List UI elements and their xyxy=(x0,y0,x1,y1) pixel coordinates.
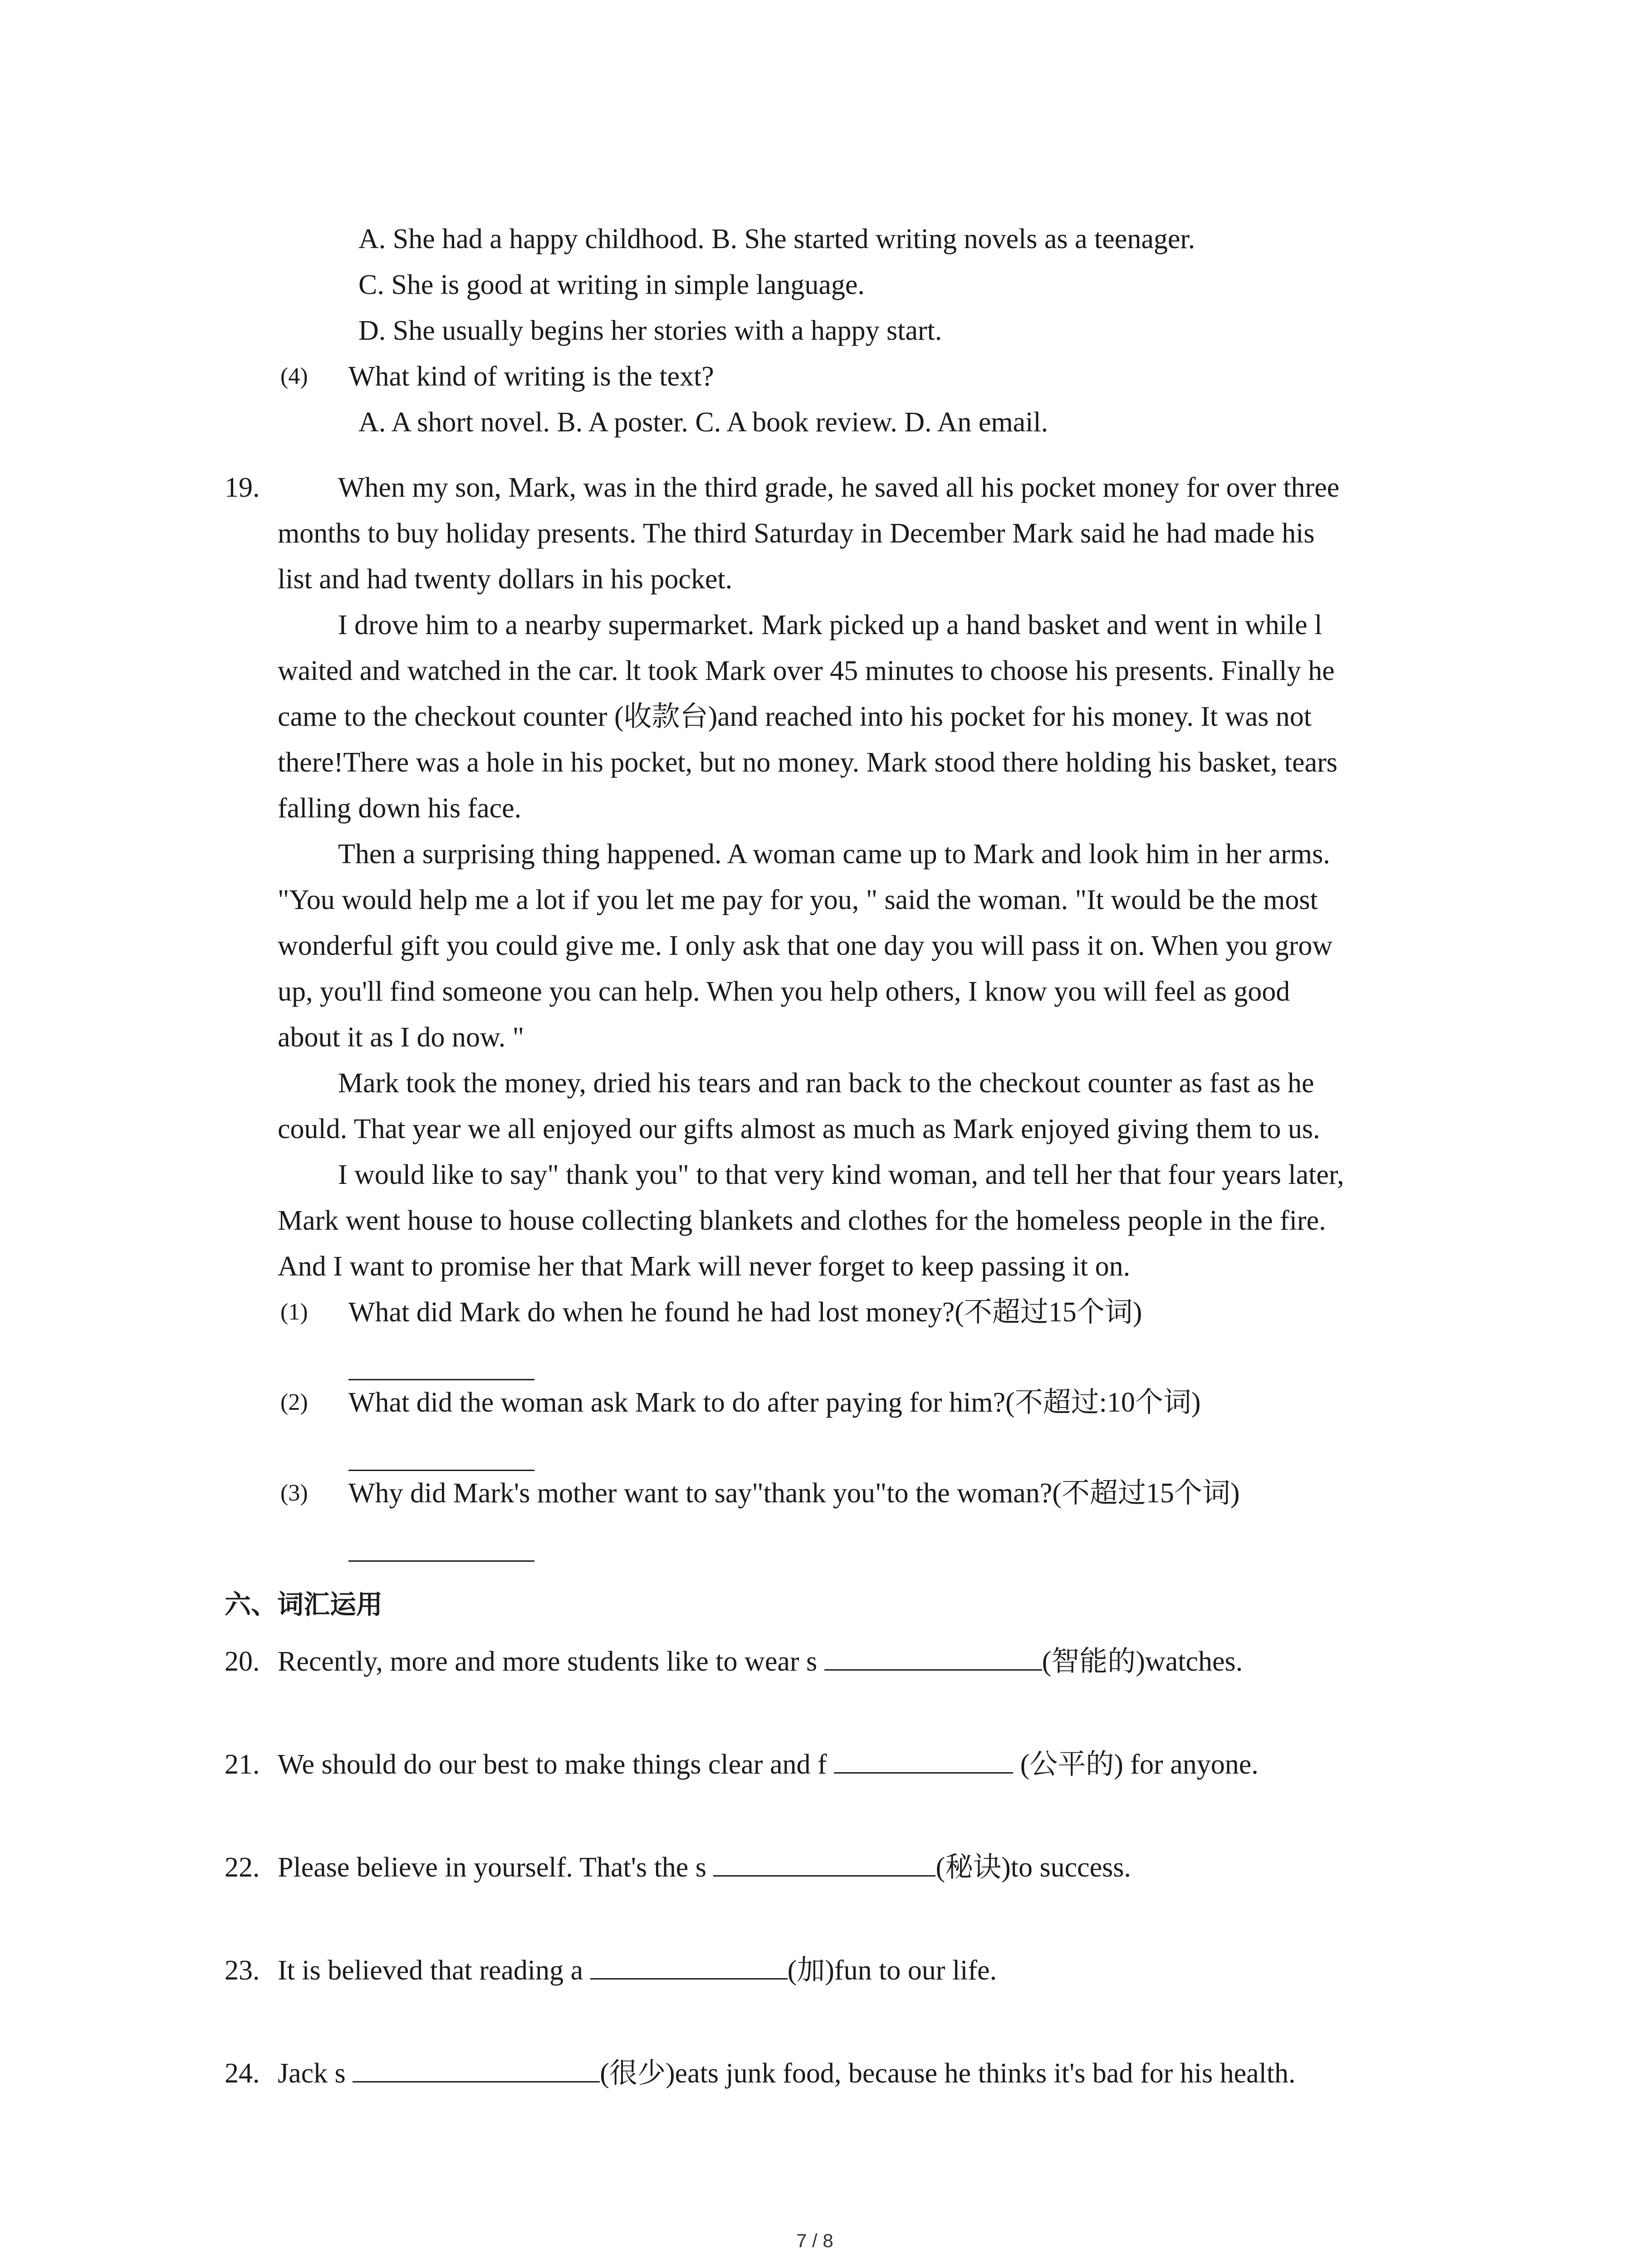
q19-3-question: Why did Mark's mother want to say"thank you"to the woman?(不超过15个词) xyxy=(348,1478,1240,1509)
q19-line: Mark took the money, dried his tears and ran back to the checkout counter as fast as he xyxy=(338,1068,1314,1099)
q19-1-question: What did Mark do when he found he had lost money?(不超过15个词) xyxy=(348,1297,1142,1328)
q19-line: I would like to say" thank you" to that very kind woman, and tell her that four years later, xyxy=(338,1159,1344,1190)
q19-line: could. That year we all enjoyed our gifts almost as much as Mark enjoyed giving them to us. xyxy=(278,1114,1320,1144)
q22-number: 22. xyxy=(225,1852,260,1883)
q18-option-c: C. She is good at writing in simple language. xyxy=(358,269,865,300)
q20-sentence xyxy=(278,1643,1243,1680)
q23-before: It is believed that reading a xyxy=(278,1955,590,1986)
q19-line: falling down his face. xyxy=(278,793,522,824)
q21-sentence xyxy=(278,1746,1259,1783)
q23-sentence xyxy=(278,1952,997,1989)
q20-before: Recently, more and more students like to wear s xyxy=(278,1646,824,1677)
q21-after: (公平的) for anyone. xyxy=(1013,1749,1259,1780)
q19-1-number: (1) xyxy=(280,1299,308,1325)
q21-number: 21. xyxy=(225,1749,260,1780)
q22-sentence xyxy=(278,1849,1131,1886)
q24-blank[interactable] xyxy=(353,2056,600,2082)
q19-2-question: What did the woman ask Mark to do after paying for him?(不超过:10个词) xyxy=(348,1387,1201,1418)
q19-2-answer-line[interactable] xyxy=(348,1470,534,1471)
q19-3-answer-line[interactable] xyxy=(348,1560,534,1562)
q22-before: Please believe in yourself. That's the s xyxy=(278,1852,714,1883)
q20-blank[interactable] xyxy=(824,1644,1042,1671)
q19-line: there!There was a hole in his pocket, but no money. Mark stood there holding his basket, tears xyxy=(278,747,1337,778)
q19-line: Mark went house to house collecting blankets and clothes for the homeless people in the fire. xyxy=(278,1205,1326,1236)
q20-after: (智能的)watches. xyxy=(1042,1646,1243,1677)
q19-line: wonderful gift you could give me. I only ask that one day you will pass it on. When you grow xyxy=(278,930,1333,961)
q19-number: 19. xyxy=(225,472,260,503)
q18-4-number: (4) xyxy=(280,363,308,389)
q23-number: 23. xyxy=(225,1955,260,1986)
q19-1-answer-line[interactable] xyxy=(348,1379,534,1380)
q19-line: "You would help me a lot if you let me pay for you, " said the woman. "It would be the most xyxy=(278,885,1318,915)
q23-blank[interactable] xyxy=(590,1953,788,1980)
q19-line: And I want to promise her that Mark will never forget to keep passing it on. xyxy=(278,1251,1131,1282)
q19-3-number: (3) xyxy=(280,1480,308,1506)
q24-number: 24. xyxy=(225,2058,260,2089)
q19-line: I drove him to a nearby supermarket. Mark picked up a hand basket and went in while l xyxy=(338,610,1323,640)
q23-after: (加)fun to our life. xyxy=(787,1955,997,1986)
q24-sentence xyxy=(278,2055,1296,2092)
q24-after: (很少)eats junk food, because he thinks it's bad for his health. xyxy=(600,2058,1296,2089)
page-number: 7 / 8 xyxy=(796,2230,833,2251)
q19-line: list and had twenty dollars in his pocket. xyxy=(278,564,733,595)
q19-line: up, you'll find someone you can help. When you help others, I know you will feel as good xyxy=(278,976,1290,1007)
q19-line: When my son, Mark, was in the third grade, he saved all his pocket money for over three xyxy=(338,472,1340,503)
q21-before: We should do our best to make things clear and f xyxy=(278,1749,834,1780)
section-heading: 六、词汇运用 xyxy=(225,1589,383,1620)
q19-line: came to the checkout counter (收款台)and reached into his pocket for his money. It was not xyxy=(278,701,1312,732)
q20-number: 20. xyxy=(225,1646,260,1677)
q22-after: (秘诀)to success. xyxy=(936,1852,1131,1883)
q22-blank[interactable] xyxy=(713,1850,936,1877)
q18-4-question: What kind of writing is the text? xyxy=(348,361,714,392)
q19-line: Then a surprising thing happened. A woman came up to Mark and look him in her arms. xyxy=(338,839,1330,870)
q19-line: waited and watched in the car. lt took Mark over 45 minutes to choose his presents. Finally he xyxy=(278,655,1335,686)
q18-option-d: D. She usually begins her stories with a happy start. xyxy=(358,315,942,346)
q19-line: about it as I do now. " xyxy=(278,1022,524,1053)
q18-option-ab: A. She had a happy childhood. B. She started writing novels as a teenager. xyxy=(358,224,1195,254)
q18-4-options: A. A short novel. B. A poster. C. A book review. D. An email. xyxy=(358,407,1048,438)
q19-2-number: (2) xyxy=(280,1389,308,1415)
q21-blank[interactable] xyxy=(834,1747,1013,1774)
q19-line: months to buy holiday presents. The third Saturday in December Mark said he had made his xyxy=(278,518,1315,549)
q24-before: Jack s xyxy=(278,2058,353,2089)
